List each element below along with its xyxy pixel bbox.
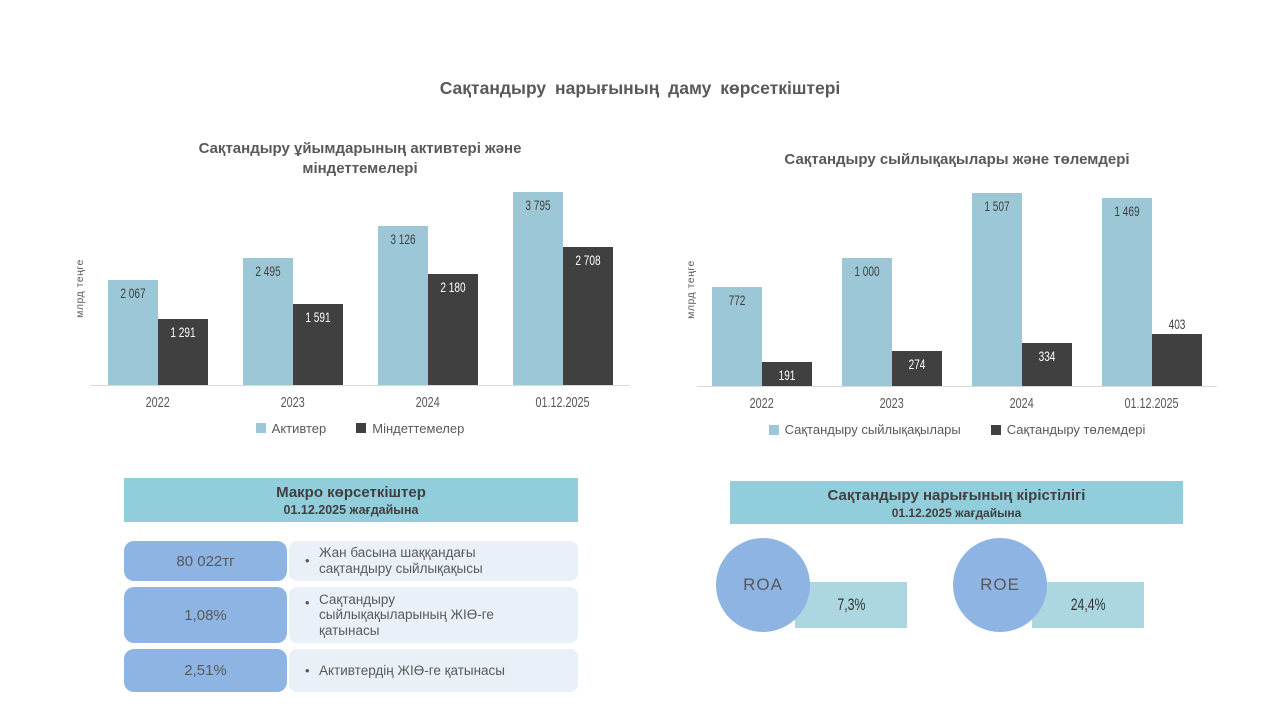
macro-text-line: сыйлықақыларының ЖІӨ-ге	[319, 607, 494, 623]
bar-value-label: 403	[1168, 316, 1186, 333]
plot-area	[685, 193, 1217, 413]
x-tick-label: 2024	[415, 393, 440, 411]
x-tick-label: 2023	[280, 393, 305, 411]
roe-value: 24,4%	[1070, 595, 1106, 614]
profitability-panel-header	[730, 481, 1183, 524]
bar	[378, 226, 428, 385]
macro-text-line: Активтердің ЖІӨ-ге қатынасы	[319, 662, 506, 678]
legend-label: Сақтандыру төлемдері	[1006, 422, 1146, 438]
bars	[378, 192, 478, 385]
legend	[697, 422, 1217, 437]
legend-label: Міндеттемелер	[372, 420, 465, 436]
bars	[842, 193, 942, 386]
bar	[243, 258, 293, 385]
bar-value-label: 274	[908, 356, 926, 373]
bar-value-label: 2 495	[254, 262, 281, 279]
x-axis-line	[697, 386, 1217, 387]
legend-marker-icon	[256, 423, 266, 433]
legend-item	[256, 421, 327, 436]
x-tick-label: 2024	[1009, 395, 1035, 413]
bar-value-label: 2 067	[119, 284, 146, 301]
bar	[712, 287, 762, 386]
bar	[972, 193, 1022, 386]
bar-value-label: 3 795	[524, 196, 551, 213]
bar	[892, 351, 942, 386]
macro-panel-header	[124, 478, 578, 522]
macro-value-badge: 1,08%	[124, 587, 287, 643]
bar	[293, 304, 343, 385]
bars	[1102, 193, 1202, 386]
legend-marker-icon	[991, 425, 1001, 435]
macro-text-line: қатынасы	[319, 622, 380, 638]
macro-row	[124, 587, 578, 643]
macro-value-badge: 80 022тг	[124, 541, 287, 581]
x-tick-label: 2022	[749, 395, 775, 413]
legend-item	[356, 421, 464, 436]
bar-group-01.12.2025	[512, 192, 614, 411]
legend-item	[769, 422, 961, 437]
bars	[108, 192, 208, 385]
chart-title-line: міндеттемелері	[302, 160, 418, 178]
macro-row-text	[289, 541, 578, 581]
bar-value-label: 2 180	[439, 278, 466, 295]
bar	[1022, 343, 1072, 386]
profitability-items	[716, 538, 1186, 638]
roa-group	[716, 538, 946, 638]
page-title: Сақтандыру нарығының даму көрсеткіштері	[439, 78, 841, 98]
roa-value: 7,3%	[837, 595, 865, 614]
bar-value-label: 772	[728, 292, 746, 309]
roa-value-box	[795, 582, 907, 628]
macro-text-line: Жан басына шаққандағы	[319, 545, 476, 561]
roa-circle	[716, 538, 810, 632]
x-tick-label: 01.12.2025	[1124, 395, 1180, 413]
legend-label: Активтер	[271, 420, 327, 436]
legend-label: Сақтандыру сыйлықақылары	[784, 422, 961, 438]
chart-title-line: Сақтандыру сыйлықақылары және төлемдері	[784, 151, 1130, 168]
bar-group-2022	[107, 192, 209, 411]
roe-circle	[953, 538, 1047, 632]
bars	[972, 193, 1072, 386]
macro-row	[124, 541, 578, 581]
bars	[513, 192, 613, 385]
macro-indicators-panel	[124, 478, 578, 692]
legend-marker-icon	[769, 425, 779, 435]
legend-item	[991, 422, 1146, 437]
bar-group-01.12.2025	[1101, 193, 1203, 412]
macro-header-title: Макро көрсеткіштер	[276, 484, 426, 501]
bar-value-label: 1 000	[854, 263, 880, 280]
profit-header-date: 01.12.2025 жағдайына	[891, 505, 1022, 520]
bars	[712, 193, 812, 386]
bar-group-2023	[841, 193, 943, 412]
macro-row	[124, 649, 578, 692]
roe-value-box	[1032, 582, 1144, 628]
bullet-icon: •	[305, 662, 310, 678]
macro-rows	[124, 541, 578, 692]
bar-value-label: 334	[1038, 348, 1056, 365]
bar-plot	[697, 193, 1217, 412]
bar-value-label: 3 126	[389, 230, 416, 247]
bar-group-2023	[242, 192, 344, 411]
bar	[1152, 316, 1202, 386]
bar	[563, 247, 613, 385]
macro-header-date: 01.12.2025 жағдайына	[283, 502, 419, 517]
macro-text-line: Сақтандыру	[319, 591, 395, 607]
macro-text-line: сақтандыру сыйлықақысы	[319, 561, 483, 576]
bar-value-label: 1 591	[304, 308, 331, 325]
x-tick-label: 2023	[879, 395, 905, 413]
bar-value-label: 1 291	[169, 323, 196, 340]
roa-label: ROA	[743, 575, 783, 594]
bar-group-2022	[711, 193, 813, 412]
legend	[90, 421, 630, 436]
y-axis-label: млрд теңге	[685, 260, 697, 320]
x-axis-line	[90, 385, 630, 386]
roe-group	[953, 538, 1183, 638]
bars	[243, 192, 343, 385]
bar	[1102, 198, 1152, 386]
roe-label: ROE	[980, 575, 1020, 594]
bar-group-2024	[971, 193, 1073, 412]
x-tick-label: 2022	[145, 393, 170, 411]
chart-title-line: Сақтандыру ұйымдарының активтері және	[198, 140, 522, 157]
chart-premiums-payments	[685, 150, 1217, 438]
chart-assets-liabilities	[74, 139, 630, 436]
macro-row-text	[289, 587, 578, 643]
bar	[108, 280, 158, 385]
bar-value-label: 191	[778, 367, 796, 384]
bullet-icon: •	[305, 595, 310, 610]
bar	[842, 258, 892, 386]
bar-value-label: 2 708	[574, 251, 601, 268]
bar-plot	[90, 192, 630, 411]
y-axis-label: млрд теңге	[74, 258, 86, 318]
bar	[513, 192, 563, 385]
macro-value-badge: 2,51%	[124, 649, 287, 692]
legend-marker-icon	[356, 423, 366, 433]
bar-value-label: 1 469	[1114, 203, 1140, 220]
plot-area	[74, 192, 630, 411]
bar	[428, 274, 478, 385]
bar	[158, 319, 208, 385]
bar-group-2024	[377, 192, 479, 411]
chart-title	[90, 139, 630, 180]
profit-header-title: Сақтандыру нарығының кірістілігі	[827, 487, 1086, 504]
macro-row-text	[289, 649, 578, 692]
bar	[762, 362, 812, 386]
bar-value-label: 1 507	[984, 198, 1010, 215]
x-tick-label: 01.12.2025	[535, 393, 590, 411]
bullet-icon: •	[305, 553, 310, 569]
chart-title	[697, 150, 1217, 170]
